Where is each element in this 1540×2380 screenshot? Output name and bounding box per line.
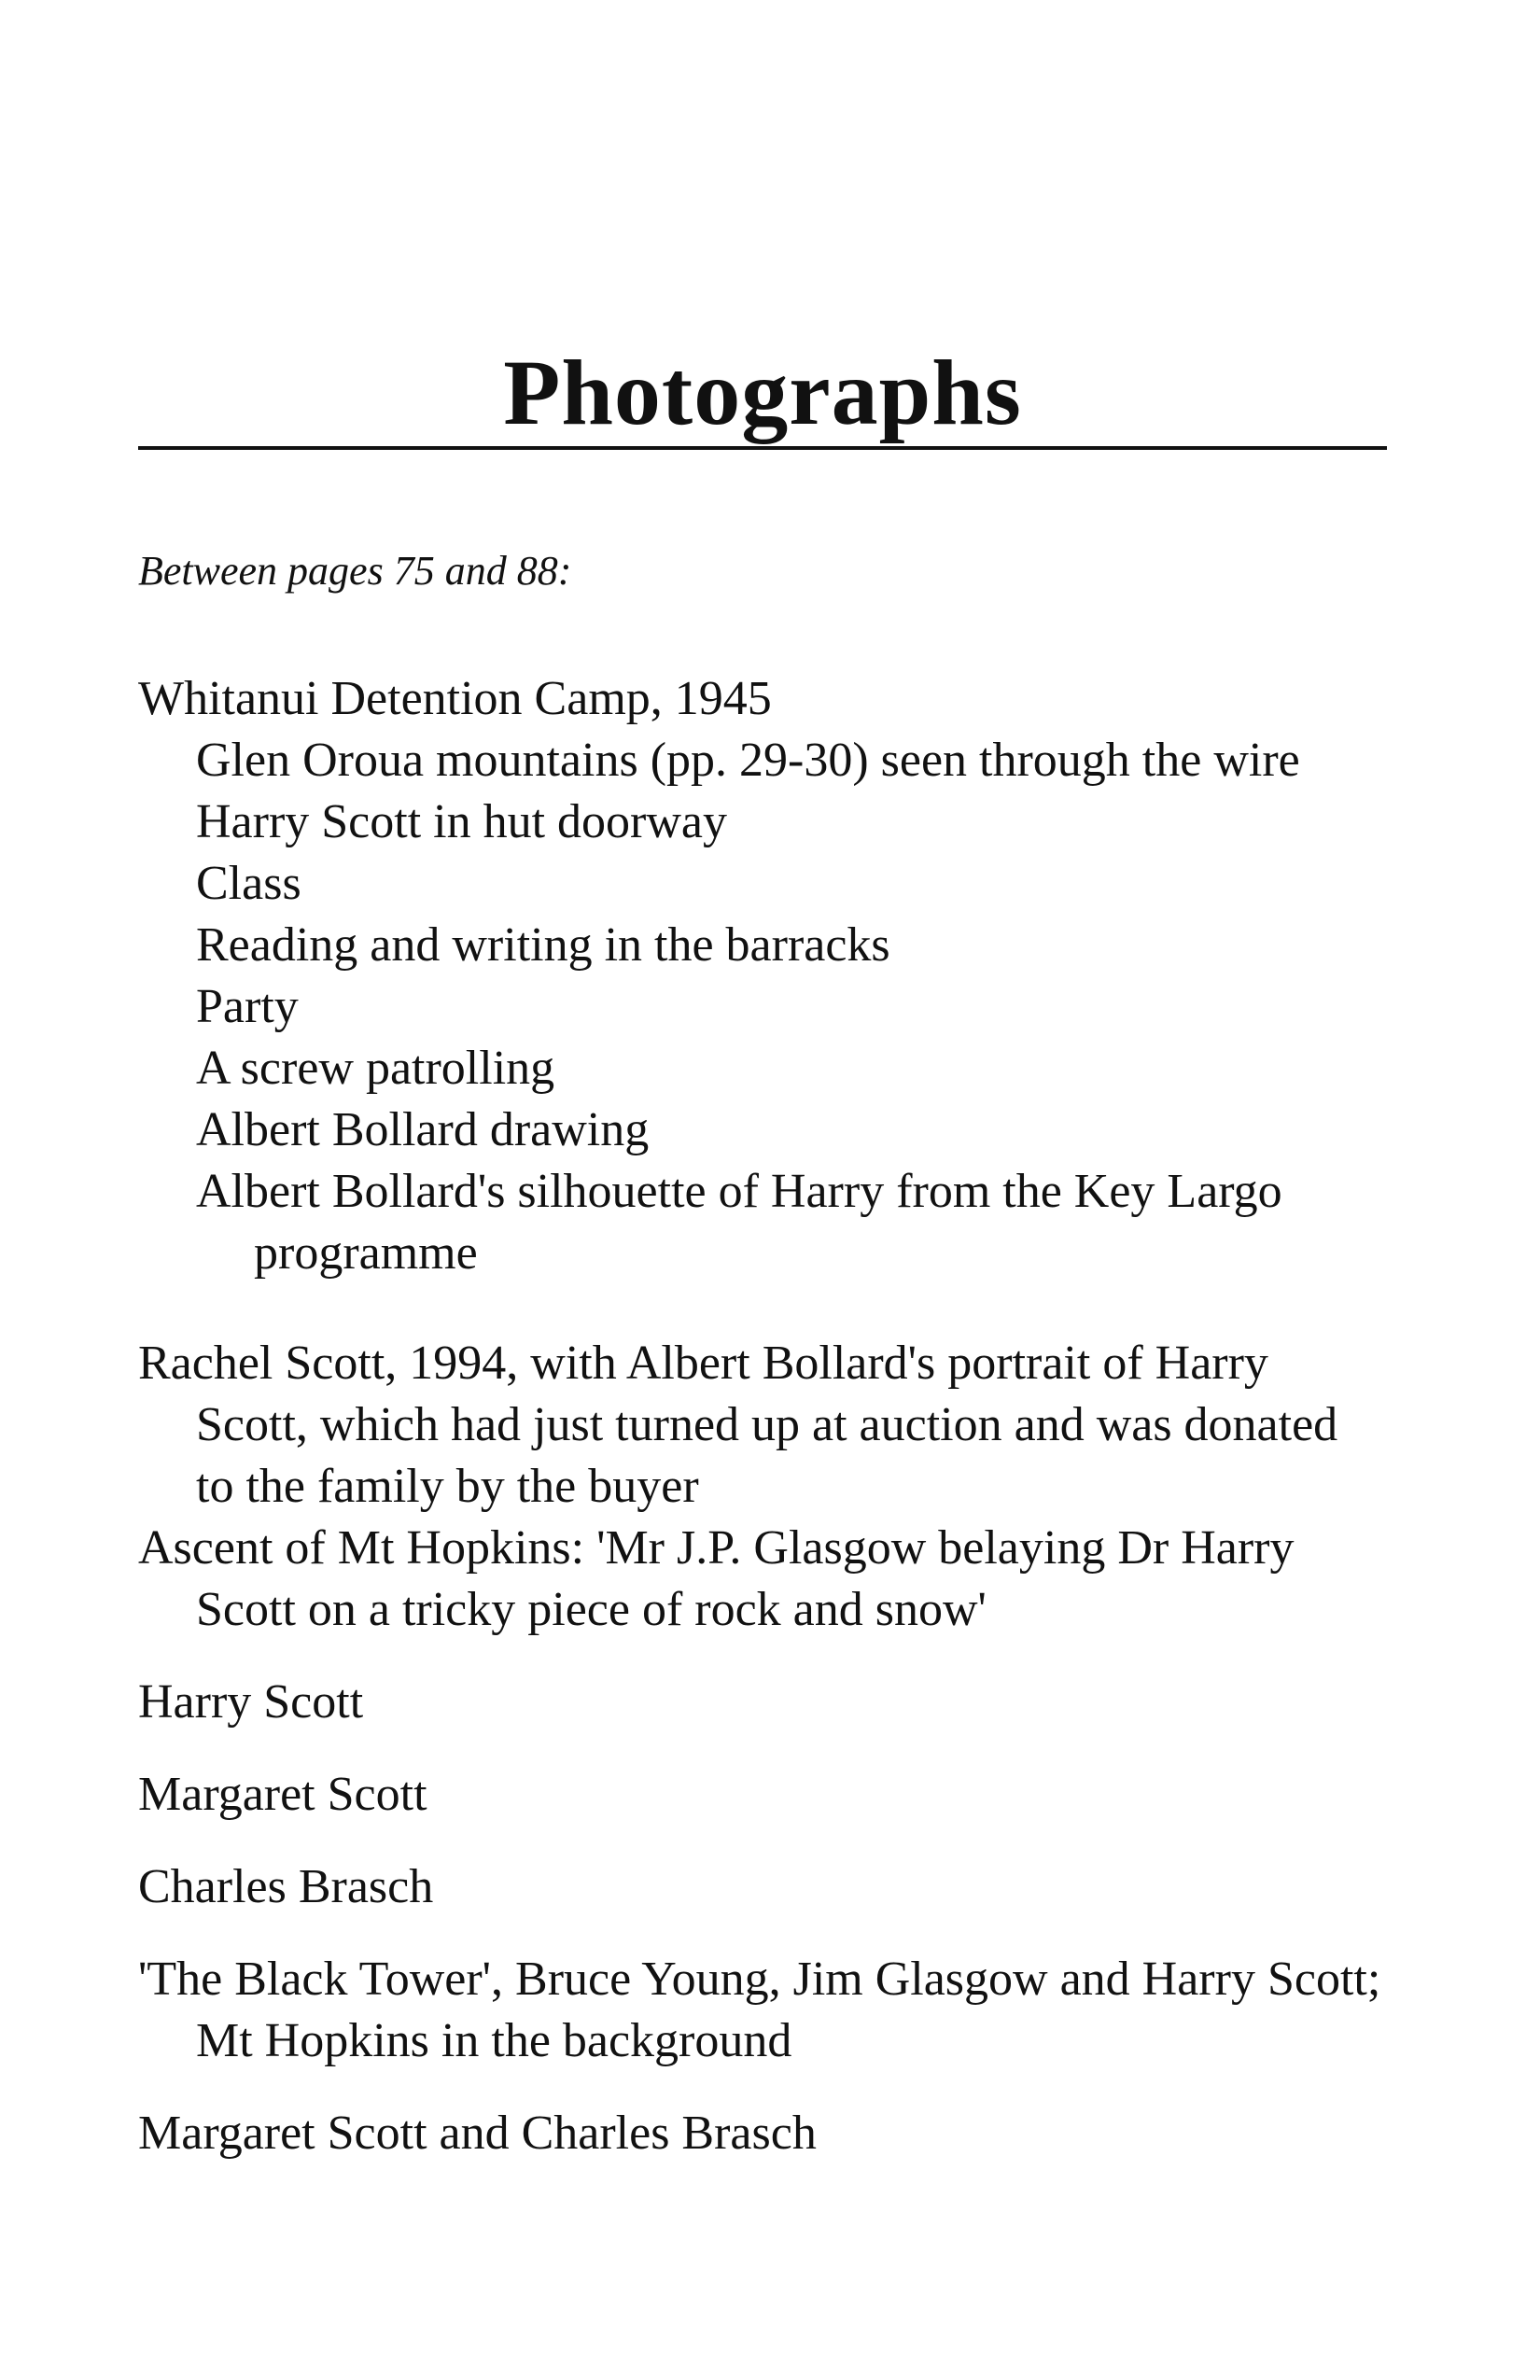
list-entry: Margaret Scott and Charles Brasch [138, 2107, 817, 2160]
list-entry-camp: Whitanui Detention Camp, 1945 [138, 672, 772, 725]
list-entry: 'The Black Tower', Bruce Young, Jim Glasgow and Harry Scott; Mt Hopkins in the background [138, 1953, 1381, 2067]
list-entry: Rachel Scott, 1994, with Albert Bollard's portrait of Harry Scott, which had just turned up at auction and was donated to the family by the buyer [138, 1337, 1338, 1513]
list-item: Reading and writing in the barracks [196, 918, 890, 972]
page-range-subheading: Between pages 75 and 88: [138, 548, 572, 594]
list-item: Class [196, 857, 301, 910]
list-entry: Ascent of Mt Hopkins: 'Mr J.P. Glasgow belaying Dr Harry Scott on a tricky piece of rock and snow' [138, 1521, 1295, 1636]
list-item: A screw patrolling [196, 1042, 555, 1095]
list-entry: Margaret Scott [138, 1768, 427, 1821]
list-item: Albert Bollard drawing [196, 1103, 650, 1156]
list-item: Glen Oroua mountains (pp. 29-30) seen through the wire [196, 734, 1300, 787]
list-item: Party [196, 980, 299, 1033]
page-title: Photographs [503, 341, 1022, 444]
list-entry: Charles Brasch [138, 1860, 434, 1913]
photograph-list [138, 668, 1387, 2164]
camp-photo-list [138, 730, 1387, 1284]
title-underline [138, 446, 1387, 450]
page [138, 0, 1387, 2380]
list-item: Harry Scott in hut doorway [196, 795, 728, 848]
list-item: Albert Bollard's silhouette of Harry from the Key Largo programme [196, 1165, 1282, 1280]
list-entry: Harry Scott [138, 1675, 364, 1729]
